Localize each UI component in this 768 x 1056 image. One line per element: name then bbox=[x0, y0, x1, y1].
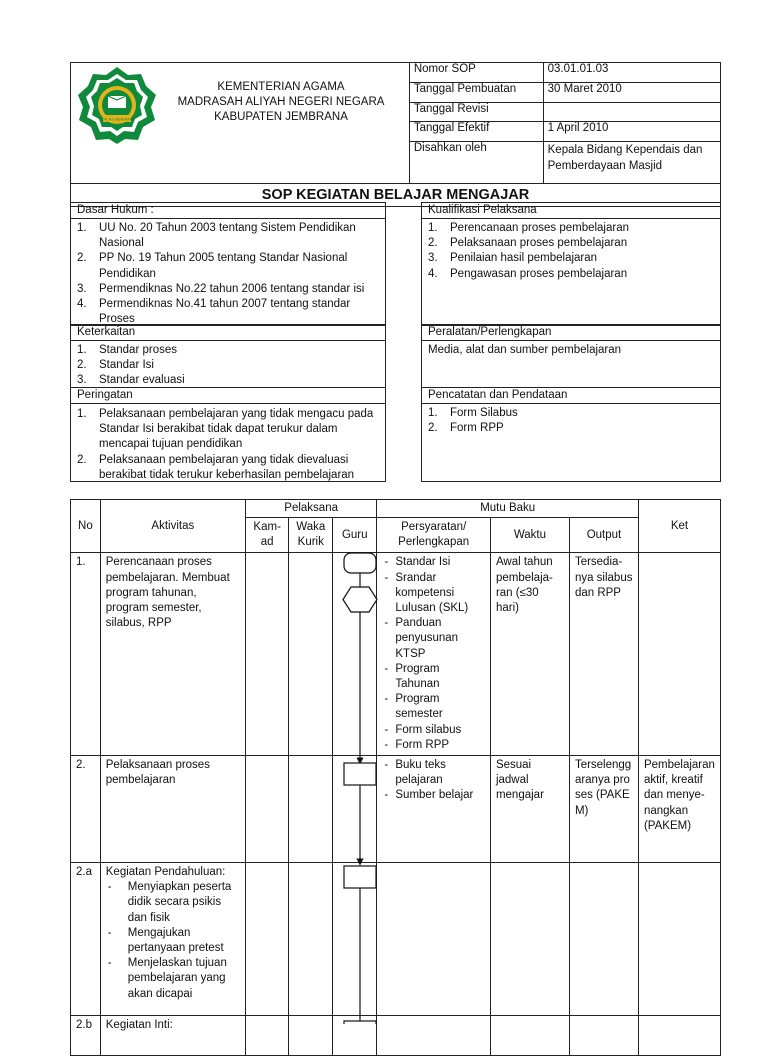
list-item: 1. Perencanaan proses pembelajaran bbox=[428, 222, 630, 234]
dasar-hukum-box bbox=[70, 202, 386, 326]
col-header-waktu: Waktu bbox=[490, 518, 569, 553]
peralatan-box bbox=[421, 324, 721, 388]
list-item: 3. Standar evaluasi bbox=[77, 374, 185, 387]
list-item: 2. PP No. 19 Tahun 2005 tentang Standar Nasional Pendidikan bbox=[77, 252, 348, 280]
col-header-kamad: Kam-ad bbox=[245, 518, 289, 553]
col-header-ket: Ket bbox=[638, 500, 720, 553]
list-item: 3. Penilaian hasil pembelajaran bbox=[428, 252, 598, 265]
pencatatan-list bbox=[428, 406, 714, 436]
flow-process-box bbox=[344, 866, 376, 888]
peringatan-list bbox=[77, 407, 379, 483]
kualifikasi-heading: Kualifikasi Pelaksana bbox=[422, 203, 720, 219]
list-item: 4. Pengawasan proses pembelajaran bbox=[428, 267, 628, 280]
institution-cell bbox=[71, 63, 410, 184]
meta-value: Kepala Bidang Kependais dan Pemberdayaan Masjid bbox=[543, 142, 720, 184]
meta-value bbox=[543, 102, 720, 122]
table-row bbox=[71, 1016, 721, 1056]
list-item: 2. Pelaksanaan pembelajaran yang tidak dievaluasi berakibat tidak terukur keberhasilan pembelajaran bbox=[77, 453, 355, 481]
row-aktivitas-title: Kegiatan Pendahuluan: bbox=[105, 866, 226, 879]
list-item: - Program Tahunan bbox=[382, 662, 485, 692]
flow-process-box bbox=[344, 763, 376, 785]
sop-header-table bbox=[70, 62, 721, 207]
row-waktu: Sesuai jadwal mengajar bbox=[490, 756, 569, 863]
peralatan-heading: Peralatan/Perlengkapan bbox=[422, 325, 720, 341]
list-item: - Form RPP bbox=[382, 738, 485, 753]
row-number: 2.b bbox=[71, 1016, 101, 1056]
list-item: - Menjelaskan tujuan pembelajaran yang akan dicapai bbox=[106, 956, 240, 1002]
col-header-wakakurik: Waka Kurik bbox=[289, 518, 333, 553]
row-number: 1. bbox=[71, 553, 101, 756]
row-waktu: Awal tahun pembelaja-ran (≤30 hari) bbox=[490, 553, 569, 756]
row-aktivitas: Perencanaan proses pembelajaran. Membuat program tahunan, program semester, silabus, RPP bbox=[100, 553, 245, 756]
ministry-logo bbox=[77, 65, 157, 145]
list-item: 2. Pelaksanaan proses pembelajaran bbox=[428, 237, 628, 250]
persyaratan-list bbox=[382, 555, 485, 753]
list-item: - Sumber belajar bbox=[382, 788, 485, 803]
sop-title: SOP KEGIATAN BELAJAR MENGAJAR bbox=[71, 184, 721, 207]
list-item: 1. Standar proses bbox=[77, 344, 177, 356]
list-item: 1. UU No. 20 Tahun 2003 tentang Sistem Pendidikan Nasional bbox=[77, 222, 356, 250]
meta-value: 03.01.01.03 bbox=[543, 63, 720, 83]
table-row bbox=[71, 553, 721, 756]
row-aktivitas: Kegiatan Inti: bbox=[100, 1016, 245, 1056]
meta-label: Tanggal Revisi bbox=[409, 102, 543, 122]
keterkaitan-list bbox=[77, 343, 379, 389]
col-header-pelaksana: Pelaksana bbox=[245, 500, 376, 518]
col-header-output: Output bbox=[569, 518, 638, 553]
subitem-list bbox=[106, 880, 240, 1002]
row-output: Tersedia-nya silabus dan RPP bbox=[569, 553, 638, 756]
col-header-aktivitas: Aktivitas bbox=[100, 500, 245, 553]
pencatatan-heading: Pencatatan dan Pendataan bbox=[422, 388, 720, 404]
list-item: 3. Permendiknas No.22 tahun 2006 tentang standar isi bbox=[77, 282, 365, 295]
meta-value: 1 April 2010 bbox=[543, 122, 720, 142]
row-ket bbox=[638, 553, 720, 756]
flowchart bbox=[330, 545, 390, 1024]
list-item: - Menyiapkan peserta didik secara psikis dan fisik bbox=[106, 880, 240, 926]
list-item: - Panduan penyusunan KTSP bbox=[382, 616, 485, 662]
row-aktivitas bbox=[100, 863, 245, 1016]
pencatatan-box bbox=[421, 387, 721, 482]
row-output: Terselenggaranya proses (PAKEM) bbox=[569, 756, 638, 863]
institution-line-2: MADRASAH ALIYAH NEGERI NEGARA bbox=[177, 96, 385, 108]
row-number: 2. bbox=[71, 756, 101, 863]
col-header-no: No bbox=[71, 500, 101, 553]
row-persyaratan bbox=[377, 553, 491, 756]
meta-label: Tanggal Efektif bbox=[409, 122, 543, 142]
svg-text:IKHLAS BERAMAL: IKHLAS BERAMAL bbox=[99, 116, 135, 122]
institution-line-3: KABUPATEN JEMBRANA bbox=[214, 111, 348, 123]
dasar-hukum-list bbox=[77, 221, 379, 327]
col-header-guru: Guru bbox=[333, 518, 377, 553]
flow-start-terminator bbox=[344, 553, 376, 573]
list-item: - Buku teks pelajaran bbox=[382, 758, 485, 788]
list-item: 4. Permendiknas No.41 tahun 2007 tentang standar Proses bbox=[77, 298, 351, 326]
institution-line-1: KEMENTERIAN AGAMA bbox=[217, 81, 345, 93]
kualifikasi-list bbox=[428, 221, 714, 282]
meta-label: Nomor SOP bbox=[409, 63, 543, 83]
keterkaitan-heading: Keterkaitan bbox=[71, 325, 385, 341]
keterkaitan-box bbox=[70, 324, 386, 388]
col-header-persyaratan: Persyaratan/ Perlengkapan bbox=[377, 518, 491, 553]
list-item: - Standar Isi bbox=[382, 555, 485, 570]
list-item: 2. Standar Isi bbox=[77, 359, 154, 372]
institution-name bbox=[167, 80, 395, 125]
kualifikasi-box bbox=[421, 202, 721, 326]
procedure-table bbox=[70, 499, 721, 1056]
row-ket: Pembelajaran aktif, kreatif dan menye-nangkan (PAKEM) bbox=[638, 756, 720, 863]
peringatan-box bbox=[70, 387, 386, 482]
peringatan-heading: Peringatan bbox=[71, 388, 385, 404]
list-item: - Mengajukan pertanyaan pretest bbox=[106, 926, 240, 956]
table-row bbox=[71, 863, 721, 1016]
row-persyaratan bbox=[377, 756, 491, 863]
list-item: - Program semester bbox=[382, 692, 485, 722]
col-header-mutu-baku: Mutu Baku bbox=[377, 500, 639, 518]
dasar-hukum-heading: Dasar Hukum : bbox=[71, 203, 385, 219]
meta-label: Tanggal Pembuatan bbox=[409, 82, 543, 102]
row-number: 2.a bbox=[71, 863, 101, 1016]
list-item: 1. Pelaksanaan pembelajaran yang tidak mengacu pada Standar Isi berakibat tidak dapat terukur dalam mencapai tujuan pendidikan bbox=[77, 408, 374, 451]
list-item: - Form silabus bbox=[382, 723, 485, 738]
flow-preparation-shape bbox=[343, 587, 377, 612]
list-item: 1. Form Silabus bbox=[428, 407, 518, 419]
meta-value: 30 Maret 2010 bbox=[543, 82, 720, 102]
table-row bbox=[71, 756, 721, 863]
list-item: - Srandar kompetensi Lulusan (SKL) bbox=[382, 571, 485, 617]
row-aktivitas: Pelaksanaan proses pembelajaran bbox=[100, 756, 245, 863]
peralatan-text: Media, alat dan sumber pembelajaran bbox=[428, 344, 622, 356]
persyaratan-list bbox=[382, 758, 485, 804]
meta-label: Disahkan oleh bbox=[409, 142, 543, 184]
list-item: 2. Form RPP bbox=[428, 422, 504, 435]
